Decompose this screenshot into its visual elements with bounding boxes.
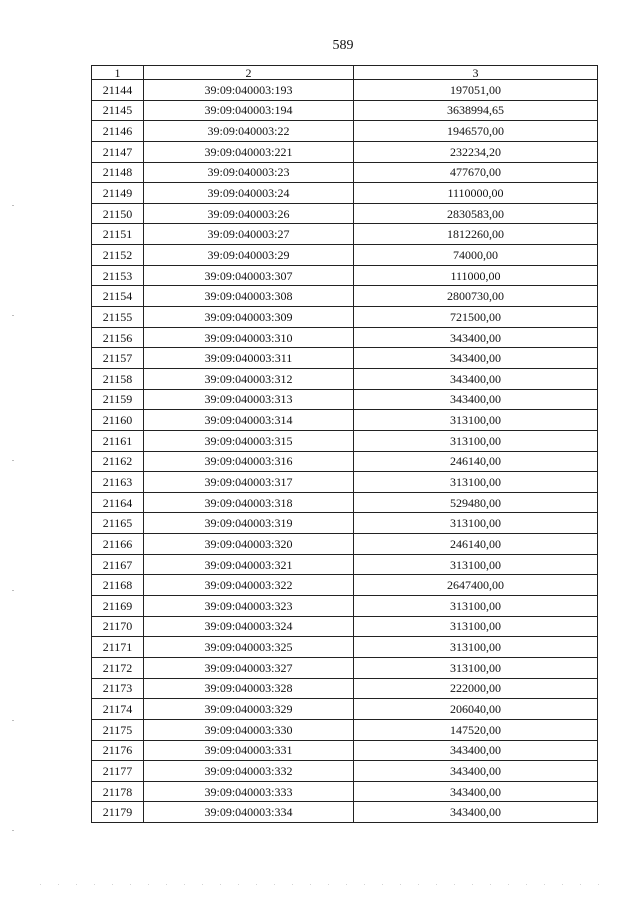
table-row [92,100,598,121]
scan-edge-mark [12,205,14,206]
scan-edge-mark [12,315,14,316]
row-index-cell: 21173 [92,678,144,699]
cadastral-number-cell: 39:09:040003:330 [144,719,354,740]
page-number: 589 [332,38,354,53]
row-index-cell: 21162 [92,451,144,472]
scan-edge-mark [12,460,14,461]
cadastral-number-cell: 39:09:040003:332 [144,761,354,782]
cadastral-value-cell: 147520,00 [354,719,598,740]
row-index-cell: 21160 [92,410,144,431]
table-row [92,678,598,699]
table-row [92,389,598,410]
cadastral-number-cell: 39:09:040003:194 [144,100,354,121]
cadastral-value-cell: 343400,00 [354,740,598,761]
row-index-cell: 21149 [92,183,144,204]
cadastral-number-cell: 39:09:040003:323 [144,596,354,617]
table-row [92,80,598,101]
row-index-cell: 21152 [92,245,144,266]
cadastral-value-cell: 206040,00 [354,699,598,720]
cadastral-number-cell: 39:09:040003:310 [144,327,354,348]
table-header [92,66,598,80]
row-index-cell: 21164 [92,492,144,513]
cadastral-number-cell: 39:09:040003:309 [144,307,354,328]
row-index-cell: 21156 [92,327,144,348]
table-row [92,513,598,534]
row-index-cell: 21163 [92,472,144,493]
cadastral-number-cell: 39:09:040003:322 [144,575,354,596]
cadastral-value-cell: 343400,00 [354,389,598,410]
cadastral-value-table [91,65,598,823]
table-row [92,327,598,348]
cadastral-number-cell: 39:09:040003:308 [144,286,354,307]
table-row [92,596,598,617]
table-row [92,802,598,823]
table-row [92,719,598,740]
table-row [92,183,598,204]
table-row [92,265,598,286]
table-row [92,286,598,307]
cadastral-value-cell: 313100,00 [354,637,598,658]
cadastral-value-cell: 343400,00 [354,761,598,782]
row-index-cell: 21169 [92,596,144,617]
cadastral-number-cell: 39:09:040003:311 [144,348,354,369]
cadastral-number-cell: 39:09:040003:325 [144,637,354,658]
row-index-cell: 21153 [92,265,144,286]
cadastral-number-cell: 39:09:040003:324 [144,616,354,637]
scan-edge-mark [12,590,14,591]
cadastral-number-cell: 39:09:040003:26 [144,203,354,224]
cadastral-number-cell: 39:09:040003:327 [144,657,354,678]
cadastral-number-cell: 39:09:040003:318 [144,492,354,513]
row-index-cell: 21150 [92,203,144,224]
row-index-cell: 21159 [92,389,144,410]
table-row [92,410,598,431]
row-index-cell: 21172 [92,657,144,678]
table-row [92,554,598,575]
cadastral-value-cell: 197051,00 [354,80,598,101]
table-row [92,740,598,761]
table-row [92,430,598,451]
row-index-cell: 21177 [92,761,144,782]
cadastral-value-cell: 313100,00 [354,596,598,617]
column-header-2: 2 [144,66,354,80]
cadastral-value-cell: 111000,00 [354,265,598,286]
cadastral-value-cell: 343400,00 [354,802,598,823]
row-index-cell: 21148 [92,162,144,183]
cadastral-value-cell: 343400,00 [354,327,598,348]
cadastral-value-cell: 2647400,00 [354,575,598,596]
table-row [92,472,598,493]
cadastral-number-cell: 39:09:040003:321 [144,554,354,575]
table-row [92,162,598,183]
cadastral-number-cell: 39:09:040003:334 [144,802,354,823]
cadastral-value-cell: 246140,00 [354,451,598,472]
row-index-cell: 21145 [92,100,144,121]
row-index-cell: 21168 [92,575,144,596]
scan-edge-mark [12,720,14,721]
table-body [92,80,598,823]
cadastral-value-cell: 313100,00 [354,472,598,493]
table-row [92,348,598,369]
cadastral-value-cell: 477670,00 [354,162,598,183]
cadastral-number-cell: 39:09:040003:221 [144,141,354,162]
cadastral-value-cell: 222000,00 [354,678,598,699]
scan-artifact-line [40,884,600,885]
cadastral-number-cell: 39:09:040003:315 [144,430,354,451]
cadastral-value-cell: 3638994,65 [354,100,598,121]
cadastral-number-cell: 39:09:040003:316 [144,451,354,472]
cadastral-number-cell: 39:09:040003:328 [144,678,354,699]
row-index-cell: 21154 [92,286,144,307]
cadastral-number-cell: 39:09:040003:23 [144,162,354,183]
table-row [92,492,598,513]
cadastral-value-cell: 246140,00 [354,534,598,555]
cadastral-number-cell: 39:09:040003:29 [144,245,354,266]
table-row [92,534,598,555]
row-index-cell: 21155 [92,307,144,328]
table-row [92,781,598,802]
row-index-cell: 21178 [92,781,144,802]
cadastral-number-cell: 39:09:040003:317 [144,472,354,493]
cadastral-number-cell: 39:09:040003:312 [144,368,354,389]
row-index-cell: 21144 [92,80,144,101]
cadastral-value-cell: 529480,00 [354,492,598,513]
cadastral-value-cell: 313100,00 [354,657,598,678]
cadastral-value-cell: 2800730,00 [354,286,598,307]
table-row [92,203,598,224]
cadastral-value-cell: 721500,00 [354,307,598,328]
cadastral-value-cell: 313100,00 [354,430,598,451]
cadastral-number-cell: 39:09:040003:329 [144,699,354,720]
row-index-cell: 21171 [92,637,144,658]
row-index-cell: 21158 [92,368,144,389]
cadastral-value-cell: 313100,00 [354,616,598,637]
row-index-cell: 21157 [92,348,144,369]
cadastral-number-cell: 39:09:040003:320 [144,534,354,555]
row-index-cell: 21151 [92,224,144,245]
table-row [92,307,598,328]
row-index-cell: 21170 [92,616,144,637]
cadastral-number-cell: 39:09:040003:27 [144,224,354,245]
table-row [92,637,598,658]
cadastral-value-cell: 74000,00 [354,245,598,266]
row-index-cell: 21167 [92,554,144,575]
row-index-cell: 21174 [92,699,144,720]
table-row [92,699,598,720]
scan-edge-mark [12,830,14,831]
cadastral-number-cell: 39:09:040003:307 [144,265,354,286]
table-row [92,575,598,596]
column-header-1: 1 [92,66,144,80]
cadastral-number-cell: 39:09:040003:313 [144,389,354,410]
table-row [92,761,598,782]
table-row [92,451,598,472]
cadastral-number-cell: 39:09:040003:22 [144,121,354,142]
cadastral-value-cell: 2830583,00 [354,203,598,224]
table-row [92,121,598,142]
row-index-cell: 21166 [92,534,144,555]
cadastral-number-cell: 39:09:040003:319 [144,513,354,534]
row-index-cell: 21175 [92,719,144,740]
cadastral-value-cell: 1946570,00 [354,121,598,142]
cadastral-number-cell: 39:09:040003:314 [144,410,354,431]
table-row [92,224,598,245]
row-index-cell: 21146 [92,121,144,142]
row-index-cell: 21165 [92,513,144,534]
cadastral-value-cell: 343400,00 [354,348,598,369]
cadastral-number-cell: 39:09:040003:24 [144,183,354,204]
cadastral-number-cell: 39:09:040003:193 [144,80,354,101]
row-index-cell: 21179 [92,802,144,823]
row-index-cell: 21147 [92,141,144,162]
cadastral-value-cell: 1812260,00 [354,224,598,245]
cadastral-number-cell: 39:09:040003:331 [144,740,354,761]
row-index-cell: 21176 [92,740,144,761]
cadastral-value-cell: 343400,00 [354,368,598,389]
table-row [92,141,598,162]
cadastral-value-cell: 313100,00 [354,410,598,431]
header-row [92,66,598,80]
cadastral-value-cell: 343400,00 [354,781,598,802]
row-index-cell: 21161 [92,430,144,451]
column-header-3: 3 [354,66,598,80]
cadastral-number-cell: 39:09:040003:333 [144,781,354,802]
table-row [92,245,598,266]
cadastral-value-cell: 313100,00 [354,554,598,575]
cadastral-value-cell: 313100,00 [354,513,598,534]
cadastral-value-cell: 1110000,00 [354,183,598,204]
table-row [92,368,598,389]
table-row [92,657,598,678]
table-row [92,616,598,637]
cadastral-value-cell: 232234,20 [354,141,598,162]
